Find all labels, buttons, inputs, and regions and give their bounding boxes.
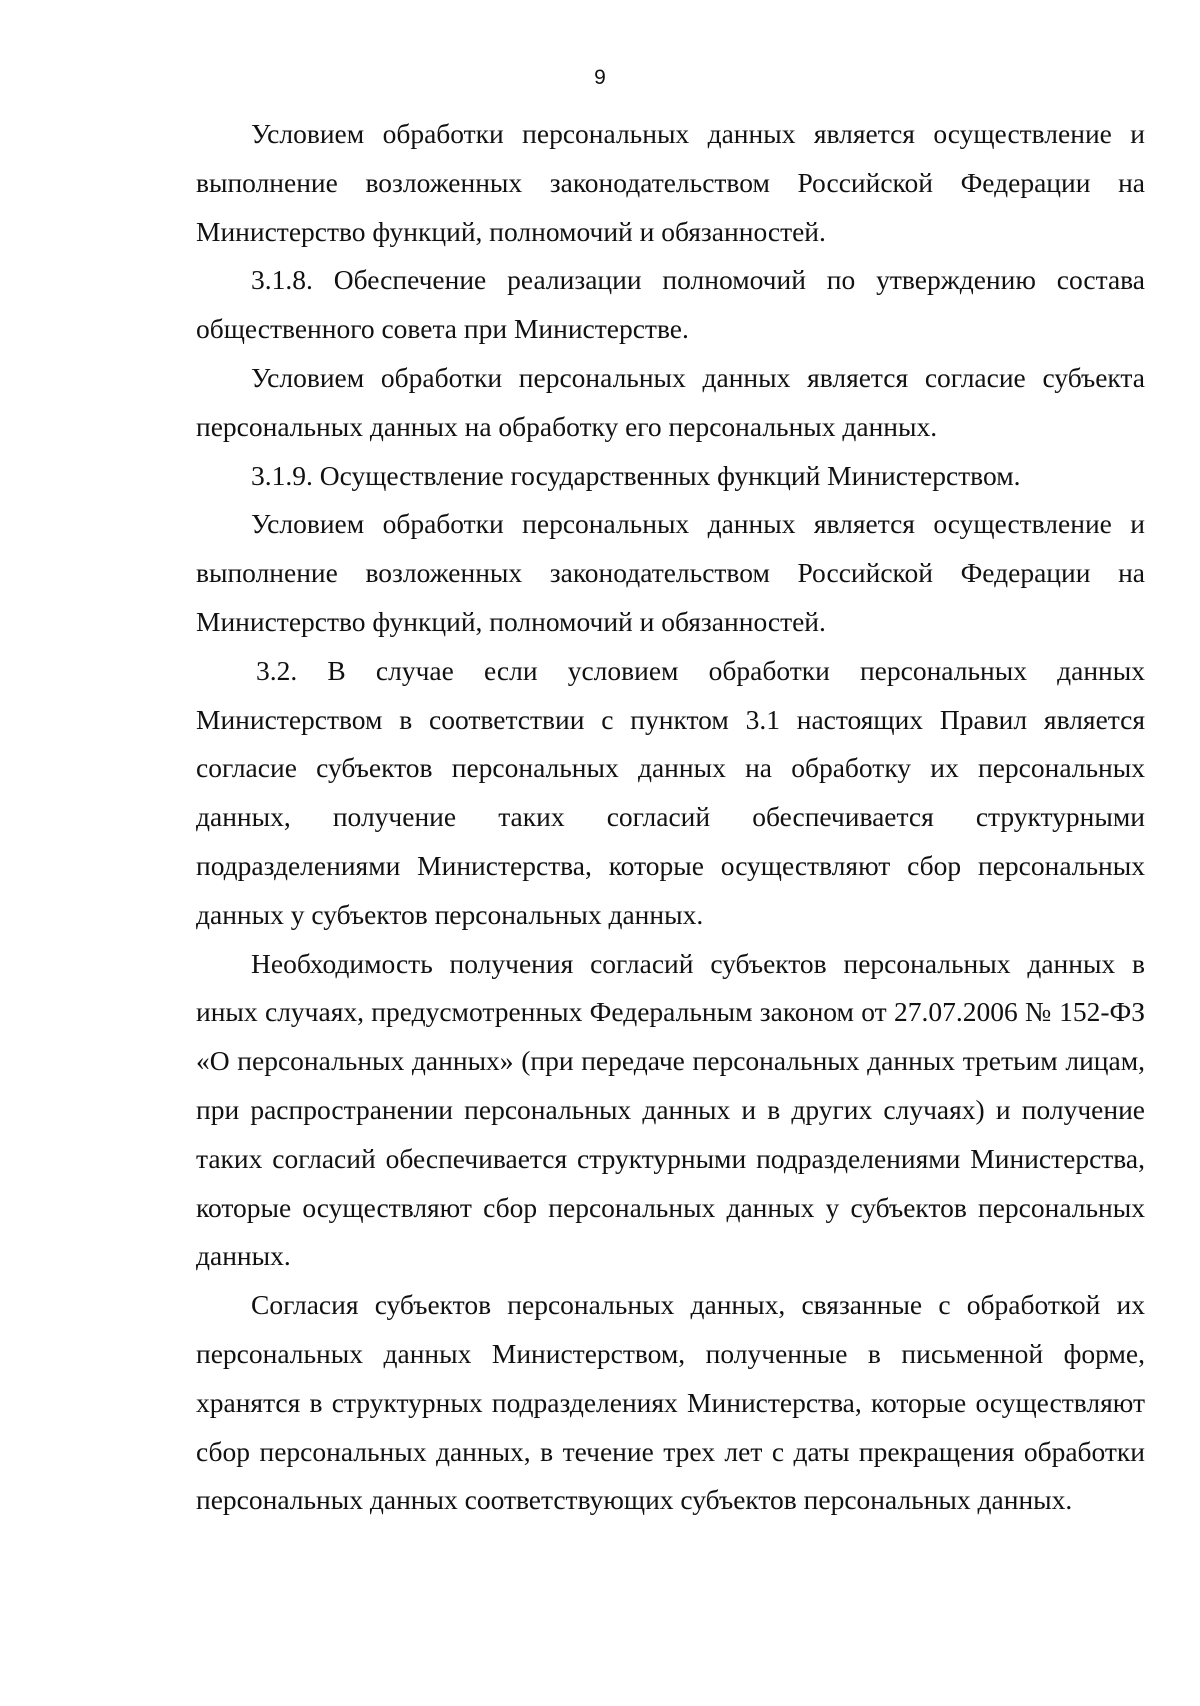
paragraph-condition-3: Условием обработки персональных данных является осуществление и выполнение возложенных законодательством Российской Федерации на Министерство функций, полномочий и обязанностей. [196, 508, 1145, 637]
paragraph-3-1-8: 3.1.8. Обеспечение реализации полномочий по утверждению состава общественного совета при Министерстве. [196, 264, 1145, 345]
paragraph-3-1-9: 3.1.9. Осуществление государственных функций Министерством. [251, 459, 1021, 491]
paragraph-condition-2: Условием обработки персональных данных является согласие субъекта персональных данных на обработку его персональных данных. [196, 361, 1145, 442]
document-body [196, 110, 1145, 1525]
paragraph-consent-storage: Согласия субъектов персональных данных, связанные с обработкой их персональных данных Министерством, полученные в письменной форме, хранятся в структурных подразделениях Министерства, которые осуществляют сбор персональных данных, в течение трех лет с даты прекращения обработки персональных данных соответствующих субъектов персональных данных. [196, 1289, 1145, 1516]
paragraph-3-2: 3.2. В случае если условием обработки персональных данных Министерством в соответствии с пунктом 3.1 настоящих Правил является согласие субъектов персональных данных на обработку их персональных данных, получение таких согласий обеспечивается структурными подразделениями Министерства, которые осуществляют сбор персональных данных у субъектов персональных данных. [196, 654, 1145, 930]
paragraph-consent-necessity: Необходимость получения согласий субъектов персональных данных в иных случаях, предусмотренных Федеральным законом от 27.07.2006 № 152-ФЗ «О персональных данных» (при передаче персональных данных третьим лицам, при распространении персональных данных и в других случаях) и получение таких согласий обеспечивается структурными подразделениями Министерства, которые осуществляют сбор персональных данных у субъектов персональных данных. [196, 947, 1145, 1272]
page-number: 9 [594, 66, 606, 89]
paragraph-condition-1: Условием обработки персональных данных является осуществление и выполнение возложенных законодательством Российской Федерации на Министерство функций, полномочий и обязанностей. [196, 118, 1145, 247]
